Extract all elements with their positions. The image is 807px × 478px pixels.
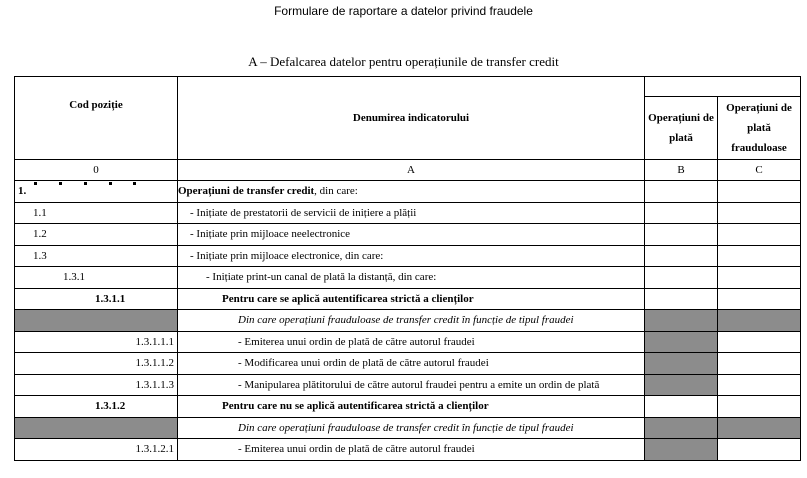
cell-c-shaded (718, 310, 801, 332)
table-row (15, 331, 801, 353)
index-indicator: A (178, 160, 645, 181)
row-label: - Inițiate prin mijloace neelectronice (178, 224, 645, 246)
row-code: 1.3.1.2 (15, 396, 178, 418)
cell-c-shaded (718, 417, 801, 439)
cell-b[interactable] (645, 245, 718, 267)
row-label: - Emiterea unui ordin de plată de către autorul fraudei (178, 331, 645, 353)
index-code: 0 (15, 160, 178, 181)
cell-b-shaded (645, 439, 718, 461)
row-label-rest: , din care: (314, 185, 358, 198)
cell-b[interactable] (645, 288, 718, 310)
cell-c[interactable] (718, 353, 801, 375)
table-row (15, 439, 801, 461)
cell-b-shaded (645, 417, 718, 439)
cell-b[interactable] (645, 396, 718, 418)
table-row (15, 245, 801, 267)
row-code (15, 310, 178, 332)
table-row (15, 267, 801, 289)
cell-c[interactable] (718, 245, 801, 267)
cell-c[interactable] (718, 224, 801, 246)
cell-b-shaded (645, 331, 718, 353)
row-code: 1.3.1 (15, 267, 178, 289)
row-label: - Inițiate print-un canal de plată la distanță, din care: (178, 267, 645, 289)
row-code (15, 417, 178, 439)
row-code: 1.3.1.2.1 (15, 439, 178, 461)
cell-c[interactable] (718, 439, 801, 461)
row-label: Din care operațiuni frauduloase de transfer credit în funcție de tipul fraudei (178, 310, 645, 332)
row-code: 1.3.1.1.3 (15, 374, 178, 396)
dot-mark (34, 182, 37, 185)
cell-b[interactable] (645, 267, 718, 289)
row-code: 1.3 (15, 245, 178, 267)
row-label-bold: Operațiuni de transfer credit (178, 185, 315, 198)
cell-b-shaded (645, 310, 718, 332)
header-spacer (645, 77, 801, 97)
table-row (15, 224, 801, 246)
header-indicator: Denumirea indicatorului (178, 77, 645, 160)
table-row (15, 288, 801, 310)
row-label: - Modificarea unui ordin de plată de către autorul fraudei (178, 353, 645, 375)
row-label: Pentru care nu se aplică autentificarea strictă a clienților (178, 396, 645, 418)
page-title: Formulare de raportare a datelor privind fraudele (274, 4, 533, 18)
cell-b-shaded (645, 353, 718, 375)
row-label: - Emiterea unui ordin de plată de către autorul fraudei (178, 439, 645, 461)
row-code: 1.3.1.1.1 (15, 331, 178, 353)
row-code: 1.1 (15, 202, 178, 224)
header-c: Operațiuni de plată frauduloase (718, 97, 801, 160)
section-title: A – Defalcarea datelor pentru operațiunile de transfer credit (248, 54, 559, 69)
table-row (15, 202, 801, 224)
index-c: C (718, 160, 801, 181)
row-code: 1.2 (15, 224, 178, 246)
row-label: - Inițiate de prestatorii de servicii de inițiere a plății (178, 202, 645, 224)
table-row (15, 417, 801, 439)
table-row (15, 374, 801, 396)
cell-c[interactable] (718, 181, 801, 203)
row-label: - Inițiate prin mijloace electronice, din care: (178, 245, 645, 267)
row-label: Din care operațiuni frauduloase de transfer credit în funcție de tipul fraudei (178, 417, 645, 439)
header-code: Cod poziție (15, 77, 178, 160)
index-b: B (645, 160, 718, 181)
dot-mark (133, 182, 136, 185)
cell-b[interactable] (645, 181, 718, 203)
dot-mark (109, 182, 112, 185)
table-row (15, 353, 801, 375)
cell-b-shaded (645, 374, 718, 396)
header-b: Operațiuni de plată (645, 97, 718, 160)
dot-mark (59, 182, 62, 185)
cell-c[interactable] (718, 396, 801, 418)
row-label: Pentru care se aplică autentificarea strictă a clienților (178, 288, 645, 310)
table-row (15, 310, 801, 332)
cell-b[interactable] (645, 202, 718, 224)
fraud-report-table (14, 76, 801, 461)
row-code: 1. (15, 181, 178, 203)
row-code: 1.3.1.1.2 (15, 353, 178, 375)
row-label: - Manipularea plătitorului de către autorul fraudei pentru a emite un ordin de plată (178, 374, 645, 396)
dot-mark (84, 182, 87, 185)
cell-c[interactable] (718, 374, 801, 396)
table-row (15, 396, 801, 418)
cell-c[interactable] (718, 288, 801, 310)
row-label (178, 181, 645, 203)
cell-c[interactable] (718, 331, 801, 353)
cell-b[interactable] (645, 224, 718, 246)
row-code: 1.3.1.1 (15, 288, 178, 310)
decorative-dots (34, 182, 144, 186)
cell-c[interactable] (718, 202, 801, 224)
cell-c[interactable] (718, 267, 801, 289)
